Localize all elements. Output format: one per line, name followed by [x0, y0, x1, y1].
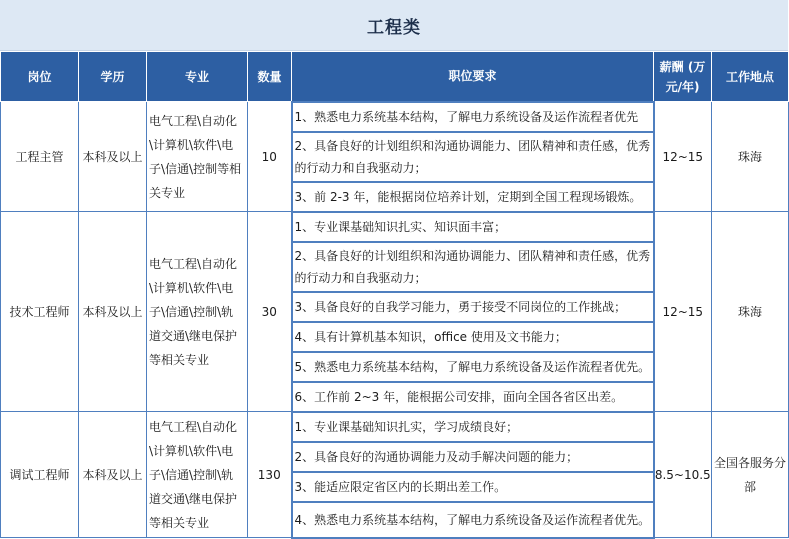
count-cell: 10 [248, 102, 292, 212]
count-cell: 130 [248, 412, 292, 538]
header-location: 工作地点 [712, 52, 789, 102]
position-cell: 调试工程师 [1, 412, 79, 538]
requirement-item: 3、能适应限定省区内的长期出差工作。 [292, 472, 654, 502]
page-title: 工程类 [367, 17, 421, 38]
header-major: 专业 [147, 52, 248, 102]
salary-cell: 12~15 [654, 102, 712, 212]
requirement-item: 1、熟悉电力系统基本结构，了解电力系统设备及运作流程者优先 [292, 102, 654, 132]
header-count: 数量 [248, 52, 292, 102]
salary-cell: 12~15 [654, 212, 712, 412]
table-row [1, 212, 789, 242]
requirement-item: 3、前 2-3 年，能根据岗位培养计划，定期到全国工程现场锻炼。 [292, 182, 654, 212]
header-salary: 薪酬 (万元/年) [654, 52, 712, 102]
count-cell: 30 [248, 212, 292, 412]
location-cell: 珠海 [712, 212, 789, 412]
requirement-item: 5、熟悉电力系统基本结构，了解电力系统设备及运作流程者优先。 [292, 352, 654, 382]
requirement-item: 6、工作前 2~3 年，能根据公司安排，面向全国各省区出差。 [292, 382, 654, 412]
requirement-item: 4、具有计算机基本知识，office 使用及文书能力； [292, 322, 654, 352]
location-cell: 全国各服务分部 [712, 412, 789, 538]
header-education: 学历 [79, 52, 147, 102]
position-cell: 技术工程师 [1, 212, 79, 412]
position-cell: 工程主管 [1, 102, 79, 212]
education-cell: 本科及以上 [79, 102, 147, 212]
requirement-item: 3、具备良好的自我学习能力，勇于接受不同岗位的工作挑战； [292, 292, 654, 322]
salary-cell: 8.5~10.5 [654, 412, 712, 538]
major-cell: 电气工程\自动化\计算机\软件\电子\信通\控制\轨道交通\继电保护等相关专业 [147, 412, 248, 538]
education-cell: 本科及以上 [79, 212, 147, 412]
requirement-item: 1、专业课基础知识扎实，学习成绩良好； [292, 412, 654, 442]
header-row [1, 52, 789, 102]
requirement-item: 2、具备良好的计划组织和沟通协调能力、团队精神和责任感，优秀的行动力和自我驱动力； [292, 242, 654, 292]
requirement-item: 2、具备良好的沟通协调能力及动手解决问题的能力； [292, 442, 654, 472]
requirement-item: 1、专业课基础知识扎实、知识面丰富； [292, 212, 654, 242]
table-row [1, 412, 789, 442]
major-cell: 电气工程\自动化\计算机\软件\电子\信通\控制等相关专业 [147, 102, 248, 212]
job-table [0, 51, 789, 539]
education-cell: 本科及以上 [79, 412, 147, 538]
title-bar [0, 0, 788, 51]
major-cell: 电气工程\自动化\计算机\软件\电子\信通\控制\轨道交通\继电保护等相关专业 [147, 212, 248, 412]
requirement-item: 2、具备良好的计划组织和沟通协调能力、团队精神和责任感，优秀的行动力和自我驱动力； [292, 132, 654, 182]
location-cell: 珠海 [712, 102, 789, 212]
header-position: 岗位 [1, 52, 79, 102]
header-requirements: 职位要求 [292, 52, 654, 102]
requirement-item: 4、熟悉电力系统基本结构，了解电力系统设备及运作流程者优先。 [292, 502, 654, 538]
table-row [1, 102, 789, 132]
